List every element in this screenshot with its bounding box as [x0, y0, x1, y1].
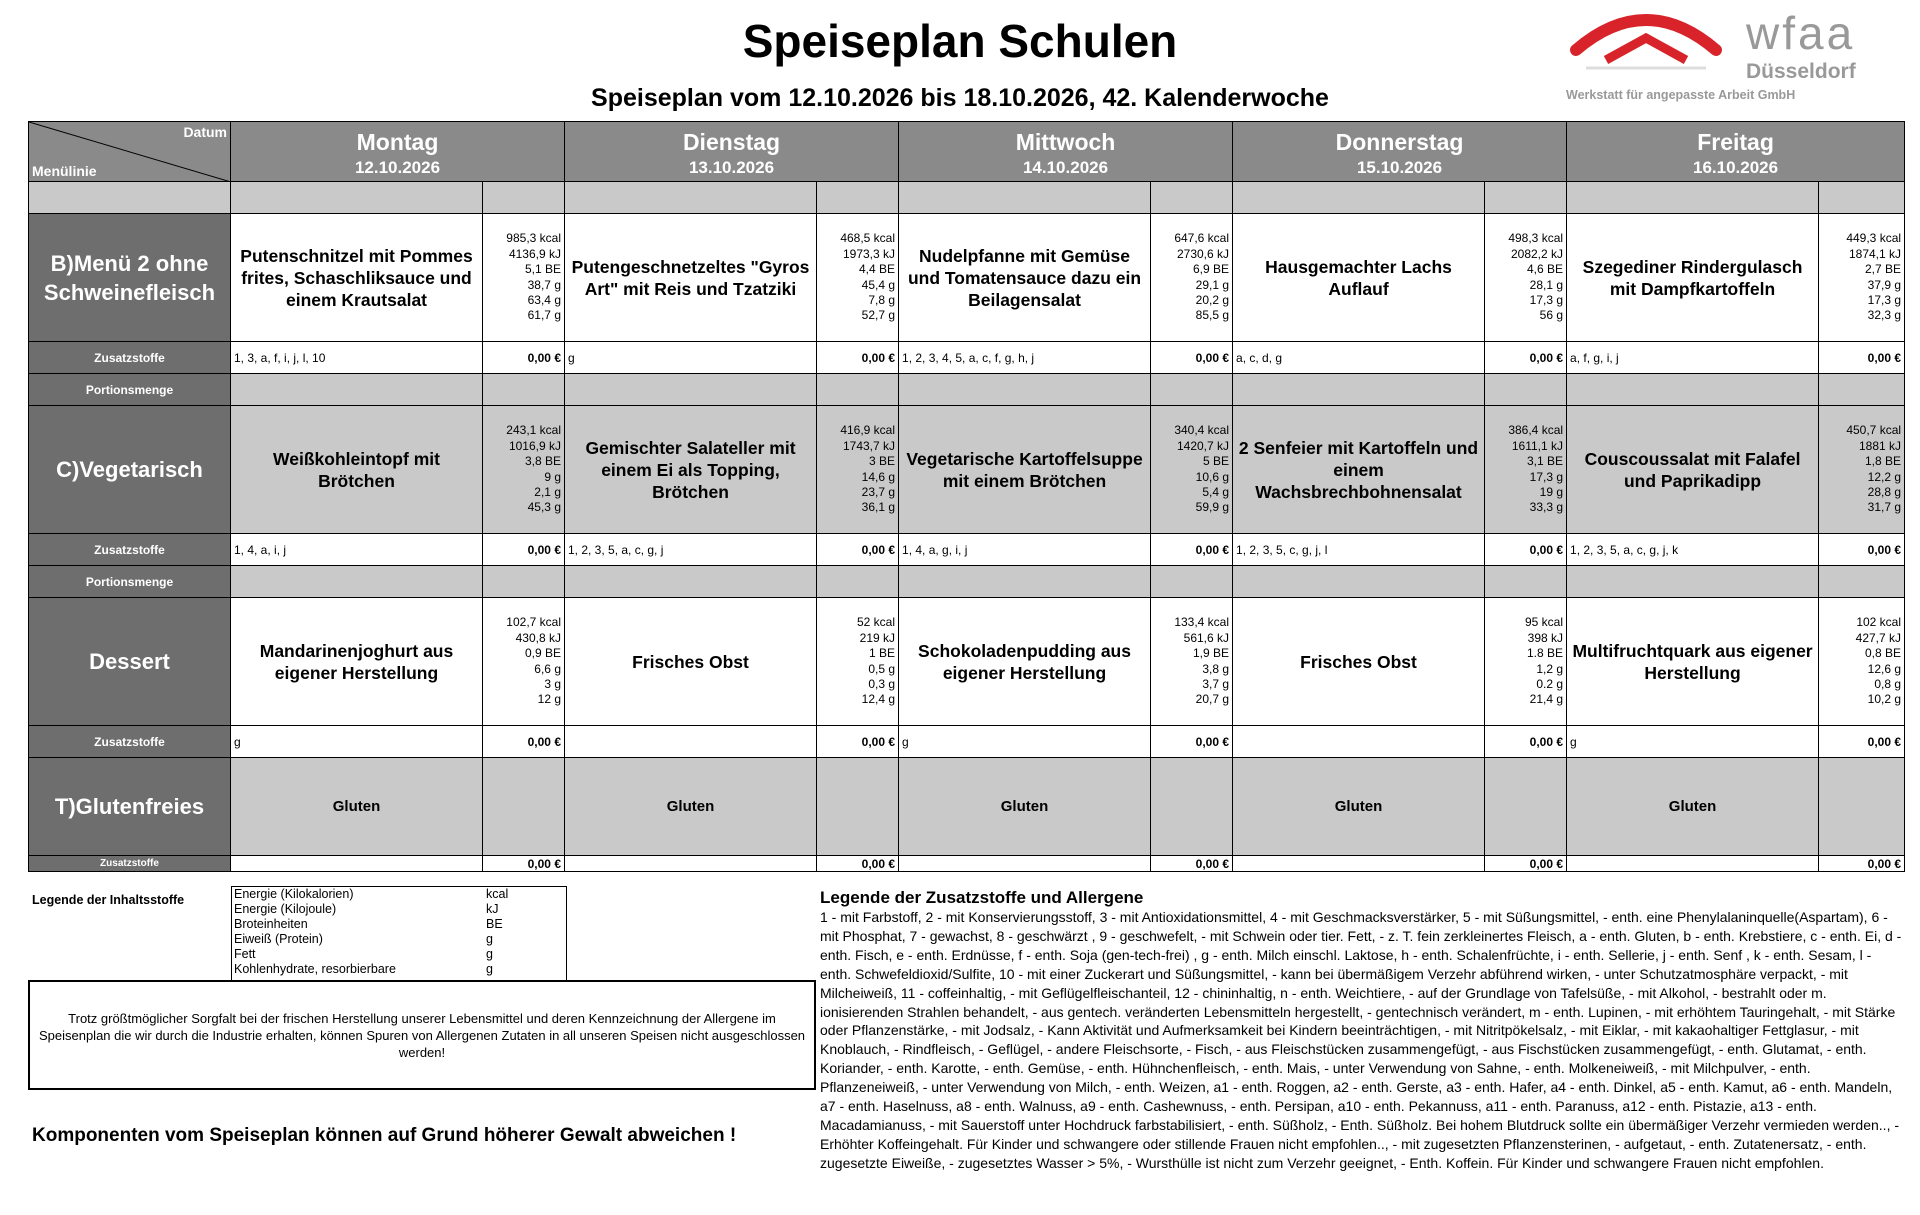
nutrition-values: [483, 214, 565, 342]
day-header: [1233, 122, 1567, 182]
dish-name: Gemischter Salateller mit einem Ei als Topping, Brötchen: [565, 406, 817, 534]
dish-name: Gluten: [231, 758, 483, 856]
nutrition-values: [1151, 406, 1233, 534]
nutrition-carbs: 59,9 g: [1195, 500, 1230, 515]
nutrition-kj: 1420,7 kJ: [1176, 438, 1230, 453]
nutrition-protein: 17,3 g: [1529, 469, 1564, 484]
nutrition-be: 2,7 BE: [1865, 262, 1902, 277]
dish-name: Szegediner Rindergulasch mit Dampfkartoffeln: [1567, 214, 1819, 342]
nutrition-values: [817, 214, 899, 342]
nutrition-kcal: 386,4 kcal: [1508, 423, 1564, 438]
day-name: Donnerstag: [1335, 129, 1464, 155]
nutrition-protein: 45,4 g: [861, 277, 896, 292]
nutrition-kcal: 647,6 kcal: [1174, 231, 1230, 246]
nutrition-fat: 28,8 g: [1867, 484, 1902, 499]
dish-name: Gluten: [1567, 758, 1819, 856]
nutrition-values: [1485, 406, 1567, 534]
dish-name: Frisches Obst: [565, 598, 817, 726]
nutrition-be: 3,1 BE: [1527, 454, 1564, 469]
additives-label: Zusatzstoffe: [29, 856, 231, 872]
allergen-disclaimer: Trotz größtmöglicher Sorgfalt bei der frischen Herstellung unserer Lebensmittel und deren Kennzeichnung der Allergene im Speisenplan die wir durch die Industrie erhalten, können Spuren von Allergenen Zutaten in all unseren Speisen nicht ausgeschlossen werden!: [28, 980, 816, 1090]
additives-label: Zusatzstoffe: [29, 726, 231, 758]
nutrition-fat: 0.2 g: [1536, 676, 1564, 691]
price: 0,00 €: [1485, 342, 1567, 374]
nutrition-kcal: 52 kcal: [856, 615, 896, 630]
page-title: Speiseplan Schulen: [742, 15, 1178, 67]
nutrition-kcal: 449,3 kcal: [1846, 231, 1902, 246]
price: 0,00 €: [1485, 856, 1567, 872]
dish-name: Multifruchtquark aus eigener Herstellung: [1567, 598, 1819, 726]
nutrition-kj: 398 kJ: [1527, 630, 1564, 645]
logo-city: Düsseldorf: [1746, 60, 1856, 83]
day-name: Montag: [356, 129, 439, 155]
legend-unit: g: [486, 932, 493, 946]
price: 0,00 €: [483, 342, 565, 374]
nutrition-carbs: 52,7 g: [861, 308, 896, 323]
nutrition-fat: 3 g: [544, 676, 561, 691]
nutrition-kj: 561,6 kJ: [1183, 630, 1230, 645]
price: 0,00 €: [1151, 726, 1233, 758]
nutrition-carbs: 61,7 g: [527, 308, 561, 323]
nutrition-fat: 0,8 g: [1874, 676, 1902, 691]
price: 0,00 €: [1819, 534, 1905, 566]
nutrition-be: 4,6 BE: [1527, 262, 1564, 277]
legend-name: Eiweiß (Protein): [234, 932, 323, 946]
additives-codes: g: [1567, 726, 1819, 758]
legend-ingredients-box: [231, 886, 567, 985]
nutrition-protein: 12,6 g: [1867, 661, 1902, 676]
nutrition-carbs: 21,4 g: [1529, 692, 1564, 707]
nutrition-fat: 20,2 g: [1195, 292, 1230, 307]
nutrition-carbs: 12 g: [537, 692, 561, 707]
price: 0,00 €: [1819, 856, 1905, 872]
legend-unit: kJ: [486, 902, 499, 916]
nutrition-carbs: 20,7 g: [1195, 692, 1230, 707]
header-menulinie: Menülinie: [32, 163, 97, 179]
nutrition-be: 1 BE: [869, 646, 896, 661]
legend-unit: BE: [486, 917, 503, 931]
nutrition-kj: 1881 kJ: [1859, 438, 1902, 453]
day-header: [1567, 122, 1905, 182]
nutrition-protein: 37,9 g: [1867, 277, 1902, 292]
nutrition-be: 3,8 BE: [524, 454, 561, 469]
nutrition-protein: 3,8 g: [1202, 661, 1230, 676]
dish-name: Schokoladenpudding aus eigener Herstellung: [899, 598, 1151, 726]
logo-tagline: Werkstatt für angepasste Arbeit GmbH: [1566, 88, 1796, 102]
nutrition-kcal: 416,9 kcal: [840, 423, 896, 438]
dish-name: Couscoussalat mit Falafel und Paprikadipp: [1567, 406, 1819, 534]
nutrition-carbs: 32,3 g: [1867, 308, 1902, 323]
header-corner: [29, 122, 231, 182]
nutrition-kj: 1016,9 kJ: [508, 438, 561, 453]
additives-codes: g: [565, 342, 817, 374]
nutrition-kj: 2730,6 kJ: [1176, 246, 1230, 261]
day-header: [899, 122, 1233, 182]
day-name: Freitag: [1697, 129, 1774, 155]
nutrition-values: [817, 406, 899, 534]
legend-name: Broteinheiten: [234, 917, 308, 931]
price: 0,00 €: [1485, 534, 1567, 566]
day-date: 15.10.2026: [1356, 158, 1443, 177]
nutrition-be: 3 BE: [869, 454, 896, 469]
nutrition-carbs: 12,4 g: [861, 692, 896, 707]
additives-codes: [1233, 726, 1485, 758]
nutrition-fat: 3,7 g: [1202, 676, 1230, 691]
nutrition-kcal: 450,7 kcal: [1846, 423, 1902, 438]
nutrition-kcal: 340,4 kcal: [1174, 423, 1230, 438]
price: 0,00 €: [817, 342, 899, 374]
dish-name: Gluten: [565, 758, 817, 856]
additives-codes: g: [231, 726, 483, 758]
nutrition-kj: 430,8 kJ: [515, 630, 561, 645]
nutrition-kj: 1611,1 kJ: [1511, 438, 1564, 453]
additives-codes: 1, 3, a, f, i, j, l, 10: [231, 342, 483, 374]
nutrition-carbs: 33,3 g: [1529, 500, 1564, 515]
price: 0,00 €: [1151, 342, 1233, 374]
day-header: [565, 122, 899, 182]
nutrition-be: 0,8 BE: [1865, 646, 1902, 661]
nutrition-kcal: 95 kcal: [1525, 615, 1564, 630]
menu-line-label: B)Menü 2 ohne Schweinefleisch: [29, 214, 231, 342]
nutrition-values: [483, 598, 565, 726]
legend-row: [232, 917, 566, 932]
additives-codes: a, f, g, i, j: [1567, 342, 1819, 374]
price: 0,00 €: [483, 726, 565, 758]
legend-row: [232, 962, 566, 977]
nutrition-fat: 2,1 g: [534, 484, 561, 499]
legend-row: [232, 902, 566, 917]
nutrition-kj: 1973,3 kJ: [842, 246, 896, 261]
dish-name: Nudelpfanne mit Gemüse und Tomatensauce dazu ein Beilagensalat: [899, 214, 1151, 342]
nutrition-kj: 1743,7 kJ: [842, 438, 896, 453]
legend-unit: g: [486, 962, 493, 976]
nutrition-values: [1819, 214, 1905, 342]
dish-name: Weißkohleintopf mit Brötchen: [231, 406, 483, 534]
nutrition-carbs: 36,1 g: [861, 500, 896, 515]
nutrition-protein: 10,6 g: [1195, 469, 1230, 484]
nutrition-values: [483, 406, 565, 534]
nutrition-carbs: 10,2 g: [1867, 692, 1902, 707]
nutrition-protein: 9 g: [544, 469, 561, 484]
nutrition-fat: 17,3 g: [1867, 292, 1902, 307]
nutrition-kcal: 102,7 kcal: [506, 615, 561, 630]
nutrition-carbs: 31,7 g: [1867, 500, 1902, 515]
nutrition-protein: 1,2 g: [1536, 661, 1564, 676]
portion-label: Portionsmenge: [29, 374, 231, 406]
nutrition-values: [1485, 598, 1567, 726]
day-date: 12.10.2026: [354, 158, 441, 177]
day-header: [231, 122, 565, 182]
nutrition-protein: 28,1 g: [1529, 277, 1564, 292]
nutrition-carbs: 85,5 g: [1195, 308, 1230, 323]
page-subtitle: Speiseplan vom 12.10.2026 bis 18.10.2026, 42. Kalenderwoche: [591, 84, 1329, 112]
price: 0,00 €: [817, 856, 899, 872]
roof-logo-icon: [1566, 10, 1726, 80]
nutrition-kj: 4136,9 kJ: [508, 246, 561, 261]
dish-name: Gluten: [1233, 758, 1485, 856]
price: 0,00 €: [1151, 856, 1233, 872]
company-logo: [1566, 7, 1902, 120]
nutrition-protein: 29,1 g: [1195, 277, 1230, 292]
nutrition-protein: 12,2 g: [1867, 469, 1902, 484]
additives-codes: [565, 726, 817, 758]
portion-label: Portionsmenge: [29, 566, 231, 598]
price: 0,00 €: [483, 856, 565, 872]
menu-line-label: T)Glutenfreies: [29, 758, 231, 856]
legend-name: Fett: [234, 947, 256, 961]
nutrition-kj: 1874,1 kJ: [1848, 246, 1902, 261]
additives-codes: 1, 2, 3, 5, a, c, g, j: [565, 534, 817, 566]
nutrition-values: [1819, 598, 1905, 726]
nutrition-carbs: 45,3 g: [527, 500, 561, 515]
day-date: 16.10.2026: [1692, 158, 1779, 177]
legend-name: Energie (Kilokalorien): [234, 887, 354, 901]
price: 0,00 €: [1151, 534, 1233, 566]
nutrition-be: 6,9 BE: [1192, 262, 1230, 277]
nutrition-protein: 14,6 g: [861, 469, 896, 484]
nutrition-protein: 6,6 g: [534, 661, 561, 676]
additives-codes: a, c, d, g: [1233, 342, 1485, 374]
additives-codes: 1, 2, 3, 4, 5, a, c, f, g, h, j: [899, 342, 1151, 374]
legend-name: Energie (Kilojoule): [234, 902, 337, 916]
legend-name: Kohlenhydrate, resorbierbare: [234, 962, 396, 976]
nutrition-fat: 5,4 g: [1202, 484, 1230, 499]
legend-additives-title: Legende der Zusatzstoffe und Allergene: [820, 888, 1144, 907]
additives-codes: 1, 2, 3, 5, c, g, j, l: [1233, 534, 1485, 566]
nutrition-kj: 427,7 kJ: [1855, 630, 1902, 645]
dish-name: 2 Senfeier mit Kartoffeln und einem Wachsbrechbohnensalat: [1233, 406, 1485, 534]
header-datum: Datum: [183, 124, 227, 140]
nutrition-be: 5,1 BE: [524, 262, 561, 277]
nutrition-values: [1151, 214, 1233, 342]
nutrition-be: 4,4 BE: [858, 262, 896, 277]
additives-codes: 1, 2, 3, 5, a, c, g, j, k: [1567, 534, 1819, 566]
nutrition-kcal: 133,4 kcal: [1174, 615, 1230, 630]
dish-name: Putengeschnetzeltes "Gyros Art" mit Reis und Tzatziki: [565, 214, 817, 342]
legend-row: [232, 947, 566, 962]
price: 0,00 €: [1819, 726, 1905, 758]
nutrition-kcal: 102 kcal: [1856, 615, 1902, 630]
day-date: 13.10.2026: [688, 158, 775, 177]
nutrition-be: 1,9 BE: [1192, 646, 1230, 661]
price: 0,00 €: [1819, 342, 1905, 374]
nutrition-be: 1,8 BE: [1865, 454, 1902, 469]
legend-ingredients-title: Legende der Inhaltsstoffe: [32, 893, 185, 907]
nutrition-protein: 38,7 g: [527, 277, 561, 292]
nutrition-be: 5 BE: [1203, 454, 1230, 469]
nutrition-carbs: 56 g: [1539, 308, 1564, 323]
nutrition-fat: 23,7 g: [861, 484, 896, 499]
price: 0,00 €: [817, 534, 899, 566]
nutrition-values: [1819, 406, 1905, 534]
logo-word: wfaa: [1746, 7, 1856, 59]
nutrition-be: 1.8 BE: [1527, 646, 1564, 661]
additives-codes: 1, 4, a, i, j: [231, 534, 483, 566]
dish-name: Gluten: [899, 758, 1151, 856]
nutrition-fat: 63,4 g: [527, 292, 561, 307]
deviation-warning: Komponenten vom Speiseplan können auf Grund höherer Gewalt abweichen !: [32, 1125, 737, 1146]
legend-row: [232, 887, 566, 902]
day-name: Mittwoch: [1015, 129, 1116, 155]
dish-name: Frisches Obst: [1233, 598, 1485, 726]
dish-name: Vegetarische Kartoffelsuppe mit einem Brötchen: [899, 406, 1151, 534]
nutrition-values: [817, 598, 899, 726]
nutrition-fat: 7,8 g: [868, 292, 896, 307]
nutrition-values: [1485, 214, 1567, 342]
nutrition-be: 0,9 BE: [524, 646, 561, 661]
menu-line-label: C)Vegetarisch: [29, 406, 231, 534]
nutrition-kj: 219 kJ: [859, 630, 896, 645]
nutrition-kcal: 468,5 kcal: [840, 231, 896, 246]
nutrition-kcal: 985,3 kcal: [506, 231, 561, 246]
day-name: Dienstag: [682, 129, 781, 155]
legend-unit: g: [486, 947, 493, 961]
dish-name: Putenschnitzel mit Pommes frites, Schaschliksauce und einem Krautsalat: [231, 214, 483, 342]
price: 0,00 €: [483, 534, 565, 566]
nutrition-fat: 0,3 g: [868, 676, 896, 691]
additives-label: Zusatzstoffe: [29, 342, 231, 374]
additives-codes: g: [899, 726, 1151, 758]
menu-table: [28, 121, 1905, 872]
dish-name: Mandarinenjoghurt aus eigener Herstellung: [231, 598, 483, 726]
legend-unit: kcal: [486, 887, 509, 901]
legend-row: [232, 932, 566, 947]
menu-line-label: Dessert: [29, 598, 231, 726]
additives-codes: 1, 4, a, g, i, j: [899, 534, 1151, 566]
nutrition-fat: 19 g: [1539, 484, 1564, 499]
dish-name: Hausgemachter Lachs Auflauf: [1233, 214, 1485, 342]
nutrition-kj: 2082,2 kJ: [1510, 246, 1564, 261]
nutrition-protein: 0,5 g: [868, 661, 896, 676]
nutrition-values: [1151, 598, 1233, 726]
additives-label: Zusatzstoffe: [29, 534, 231, 566]
nutrition-kcal: 243,1 kcal: [506, 423, 561, 438]
price: 0,00 €: [1485, 726, 1567, 758]
day-date: 14.10.2026: [1022, 158, 1109, 177]
legend-additives-text: 1 - mit Farbstoff, 2 - mit Konservierungsstoff, 3 - mit Antioxidationsmittel, 4 - mit Geschmacksverstärker, 5 - mit Süßungsmittel, - enth. eine Phenylalaninquelle(Aspartam), 6 - mit Phosphat, 7 - gewachst, 8 - geschwärzt , 9 - geschwefelt, - mit Schwein oder tier. Fett, - z. T. fein zerkleinertes Fleisch, a - enth. Gluten, b - enth. Krebstiere, c - enth. Ei, d - enth. Fisch, e - enth. Erdnüsse, f - enth. Soja (gen-tech-frei) , g - enth. Milch einschl. Laktose, h - enth. Schalenfrüchte, i - enth. Sellerie, j - enth. Senf , k - enth. Sesam, l - enth. Schwefeldioxid/Sulfite, 10 - mit einer Zuckerart und Süßungsmittel, - kann bei übermäßigem Verzehr abführend wirken, - unter Schutzatmosphäre verpackt, - mit Milcheiweiß, 11 - coffeinhaltig, - mit Geflügelfleischanteil, 12 - chininhaltig, n - enth. Weichtiere, - auf der Grundlage von Tafelsüße, - mit Alkohol, - bestrahlt oder m. ionisierenden Strahlen behandelt, - aus gentech. veränderten Lebensmitteln hergestellt, - gentechnisch verändert, m - enth. Lupinen, - mit erhöhtem Tauringehalt, - mit Stärke oder Pflanzenstärke, - mit Jodsalz, - Kann Aktivität und Aufmerksamkeit bei Kindern beeinträchtigen, - mit Nitritpökelsalz, - mit Eiklar, - mit kakaohaltiger Fettglasur, - mit Knoblauch, - Rindfleisch, - Geflügel, - andere Fleischsorte, - Fisch, - aus Fleischstücken zusammengefügt, - aus Fischstücken zusammengefügt, - enth. Glutamat, - enth. Koriander, - enth. Karotte, - enth. Gemüse, - enth. Hühnchenfleisch, - enth. Mais, - unter Verwendung von Sahne, - enth. Molkeneiweiß, - mit Milchpulver, - enth. Pflanzeneiweiß, - unter Verwendung von Milch, - enth. Weizen, a1 - enth. Roggen, a2 - enth. Gerste, a3 - enth. Hafer, a4 - enth. Dinkel, a5 - enth. Kamut, a6 - enth. Mandeln, a7 - enth. Haselnuss, a8 - enth. Walnuss, a9 - enth. Cashewnuss, - enth. Persipan, a10 - enth. Pekannuss, a11 - enth. Paranuss, a12 - enth. Pistazie, a13 - enth. Macadamianuss, - mit Sauerstoff unter Hochdruck farbstabilisiert, - enth. Süßholz, - Enth. Süßholz. Bei hohem Blutdruck sollte ein übermäßiger Verzehr vermieden werden.., - Erhöhter Koffeingehalt. Für Kinder und schwangere oder stillende Frauen nicht empfohlen.., - mit zugesetzten Pflanzensterinen, - aufgetaut, - enth. Zutatenersatz, - enth. zugesetzte Eiweiße, - zugesetztes Wasser > 5%, - Wursthülle ist nicht zum Verzehr geeignet, - Enth. Koffein. Für Kinder und schwangere Frauen nicht empfohlen.: [820, 909, 1902, 1171]
nutrition-kcal: 498,3 kcal: [1508, 231, 1564, 246]
nutrition-fat: 17,3 g: [1529, 292, 1564, 307]
price: 0,00 €: [817, 726, 899, 758]
